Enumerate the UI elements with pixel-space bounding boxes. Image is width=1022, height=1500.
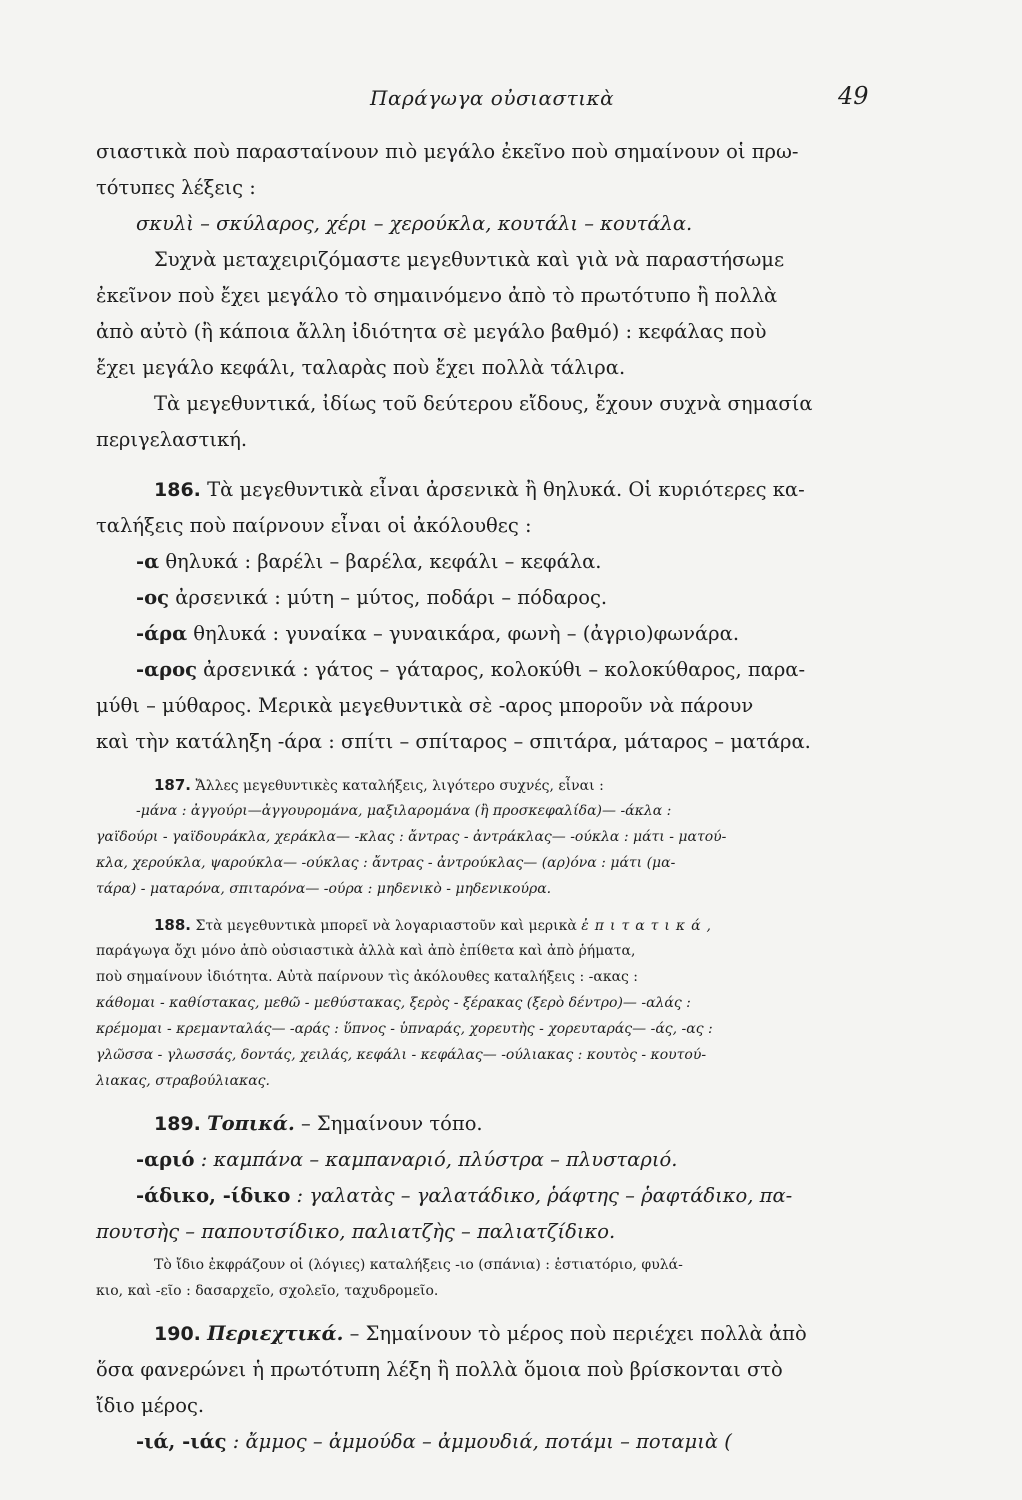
section-text: Στὰ μεγεθυντικὰ μπορεῖ νὰ λογαριαστοῦν καὶ μερικὰ <box>195 918 577 934</box>
spacer <box>96 768 896 778</box>
section-number: 188. <box>154 916 192 934</box>
suffix-line <box>96 1432 896 1468</box>
spacer <box>96 908 896 918</box>
suffix-text: ἀρσενικά : μύτη – μύτος, ποδάρι – πόδαρος. <box>175 586 608 609</box>
suffix-label: -ιά, -ιάς <box>136 1430 227 1453</box>
suffix-label: -α <box>136 550 160 573</box>
section-heading: Τοπικά. <box>207 1112 295 1135</box>
small-text-line: γαϊδούρι - γαϊδουράκλα, χεράκλα— -κλας : ἄντρας - ἀντράκλας— -ούκλα : μάτι - ματού- <box>96 829 727 845</box>
text-line: ἀπὸ αὐτὸ (ἢ κάποια ἄλλη ἰδιότητα σὲ μεγάλο βαθμό) : κεφάλας ποὺ <box>96 320 767 343</box>
text-line: ἴδιο μέρος. <box>96 1394 205 1417</box>
small-text-line: κλα, χερούκλα, ψαρούκλα— -ούκλας : ἄντρας - ἀντρούκλας— (αρ)όνα : μάτι (μα- <box>96 855 676 871</box>
text-line: μύθι – μύθαρος. Μερικὰ μεγεθυντικὰ σὲ -αρος μποροῦν νὰ πάρουν <box>96 694 754 717</box>
suffix-label: -αρος <box>136 658 197 681</box>
small-text-line: παράγωγα ὄχι μόνο ἀπὸ οὐσιαστικὰ ἀλλὰ καὶ ἀπὸ ἐπίθετα καὶ ἀπὸ ῥήματα, <box>96 943 636 959</box>
suffix-text: ἀρσενικά : γάτος – γάταρος, κολοκύθι – κολοκύθαρος, παρα- <box>203 658 806 681</box>
small-text-line: κάθομαι - καθίστακας, μεθῶ - μεθύστακας, ξερὸς - ξέρακας (ξερὸ δέντρο)— -αλάς : <box>96 995 691 1011</box>
text-line: περιγελαστική. <box>96 428 248 451</box>
section-heading: Περιεχτικά. <box>207 1322 344 1345</box>
suffix-line <box>96 552 896 588</box>
small-text-line: -μάνα : ἀγγούρι—ἀγγουρομάνα, μαξιλαρομάνα (ἢ προσκεφαλίδα)— -άκλα : <box>136 803 672 819</box>
spaced-term: ἐπιτατικά, <box>581 918 717 934</box>
running-title: Παράγωγα οὐσιαστικὰ <box>370 86 615 110</box>
section-186-line <box>96 480 896 516</box>
small-text-line: κρέμομαι - κρεμανταλάς— -αράς : ὕπνος - ὑπναράς, χορευτὴς - χορευταράς— -άς, -ας : <box>96 1021 713 1037</box>
suffix-line <box>96 1150 896 1186</box>
small-text-line: τάρα) - ματαρόνα, σπιταρόνα— -ούρα : μηδενικὸ - μηδενικούρα. <box>96 881 552 897</box>
section-189-line <box>96 1114 896 1150</box>
small-text-line: λιακας, στραβούλιακας. <box>96 1073 270 1089</box>
suffix-line <box>96 588 896 624</box>
suffix-text: : ἄμμος – ἀμμούδα – ἀμμουδιά, ποτάμι – ποταμιὰ ( <box>232 1430 732 1453</box>
suffix-text: : γαλατὰς – γαλατάδικο, ῥάφτης – ῥαφτάδικο, πα- <box>296 1184 793 1207</box>
text-line: ὅσα φανερώνει ἡ πρωτότυπη λέξη ἢ πολλὰ ὅμοια ποὺ βρίσκονται στὸ <box>96 1358 783 1381</box>
text-line: τότυπες λέξεις : <box>96 176 256 199</box>
suffix-text: θηλυκά : γυναίκα – γυναικάρα, φωνὴ – (ἀγριο)φωνάρα. <box>193 622 740 645</box>
section-text: Ἄλλες μεγεθυντικὲς καταλήξεις, λιγότερο συχνές, εἶναι : <box>195 778 604 794</box>
suffix-text: θηλυκά : βαρέλι – βαρέλα, κεφάλι – κεφάλα. <box>165 550 602 573</box>
example-line: σκυλὶ – σκύλαρος, χέρι – χερούκλα, κουτάλι – κουτάλα. <box>136 212 693 235</box>
text-line: πουτσὴς – παπουτσίδικο, παλιατζὴς – παλιατζίδικο. <box>96 1220 616 1243</box>
text-line: καὶ τὴν κατάληξη -άρα : σπίτι – σπίταρος – σπιτάρα, μάταρος – ματάρα. <box>96 730 811 753</box>
section-number: 189. <box>154 1113 201 1135</box>
section-187-line <box>96 778 896 804</box>
suffix-text: : καμπάνα – καμπαναριό, πλύστρα – πλυσταριό. <box>200 1148 678 1171</box>
page-number: 49 <box>838 82 869 110</box>
section-188-line <box>96 918 896 944</box>
suffix-line <box>96 660 896 696</box>
suffix-label: -ος <box>136 586 169 609</box>
section-number: 186. <box>154 479 201 501</box>
section-text: – Σημαίνουν τὸ μέρος ποὺ περιέχει πολλὰ ἀπὸ <box>349 1322 807 1345</box>
section-190-line <box>96 1324 896 1360</box>
small-text-line: Τὸ ἴδιο ἐκφράζουν οἱ (λόγιες) καταλήξεις -ιο (σπάνια) : ἑστιατόριο, φυλά- <box>154 1257 683 1273</box>
section-text: Τὰ μεγεθυντικὰ εἶναι ἀρσενικὰ ἢ θηλυκά. Οἱ κυριότερες κα- <box>207 478 805 501</box>
suffix-line <box>96 1186 896 1222</box>
section-number: 187. <box>154 776 192 794</box>
suffix-line <box>96 624 896 660</box>
page-header <box>0 82 1022 116</box>
small-text-line: γλῶσσα - γλωσσάς, δοντάς, χειλάς, κεφάλι - κεφάλας— -ούλιακας : κουτὸς - κουτού- <box>96 1047 707 1063</box>
text-line: σιαστικὰ ποὺ παρασταίνουν πιὸ μεγάλο ἐκεῖνο ποὺ σημαίνουν οἱ πρω- <box>96 140 799 163</box>
text-line: ἔχει μεγάλο κεφάλι, ταλαρὰς ποὺ ἔχει πολλὰ τάλιρα. <box>96 356 626 379</box>
suffix-label: -άδικο, -ίδικο <box>136 1184 291 1207</box>
suffix-label: -άρα <box>136 622 188 645</box>
text-line: Τὰ μεγεθυντικά, ἰδίως τοῦ δεύτερου εἴδους, ἔχουν συχνὰ σημασία <box>154 392 813 415</box>
small-text-line: ποὺ σημαίνουν ἰδιότητα. Αὐτὰ παίρνουν τὶς ἀκόλουθες καταλήξεις : -ακας : <box>96 969 639 985</box>
text-line: ἐκεῖνον ποὺ ἔχει μεγάλο τὸ σημαινόμενο ἀπὸ τὸ πρωτότυπο ἢ πολλὰ <box>96 284 778 307</box>
text-line: ταλήξεις ποὺ παίρνουν εἶναι οἱ ἀκόλουθες : <box>96 514 532 537</box>
section-number: 190. <box>154 1323 201 1345</box>
text-line: Συχνὰ μεταχειριζόμαστε μεγεθυντικὰ καὶ γιὰ νὰ παραστήσωμε <box>154 248 785 271</box>
body-text <box>96 142 896 1468</box>
section-text: – Σημαίνουν τόπο. <box>300 1112 483 1135</box>
small-text-line: κιο, καὶ -εῖο : δασαρχεῖο, σχολεῖο, ταχυδρομεῖο. <box>96 1283 439 1299</box>
suffix-label: -αριό <box>136 1148 195 1171</box>
